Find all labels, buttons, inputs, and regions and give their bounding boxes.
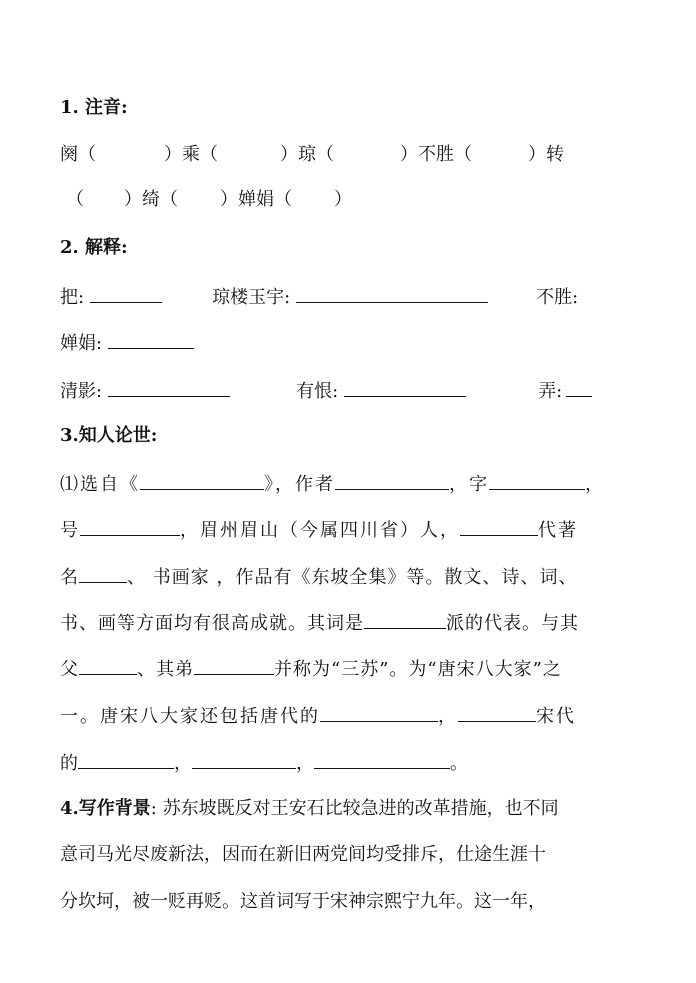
q3-title: 3.知人论世:	[60, 425, 158, 446]
blank-hao[interactable]	[80, 517, 180, 536]
q2-row2: 婵娟:	[60, 330, 194, 356]
blank-dynasty[interactable]	[460, 517, 538, 536]
blank-tang-1[interactable]	[320, 703, 438, 722]
blank-father[interactable]	[79, 656, 137, 675]
q3-line5: 父 、其弟 并称为“三苏”。为“唐宋八大家”之	[60, 656, 562, 682]
blank-tang-2[interactable]	[458, 703, 536, 722]
q3-line2: 号 ，眉州眉山（今属四川省）人， 代著	[60, 517, 578, 543]
q3-line3: 名 、 书画家 ，作品有《东坡全集》等。散文、诗、词、	[60, 564, 577, 590]
q4-line3: 分坎坷，被一贬再贬。这首词写于宋神宗熙宁九年。这一年，	[60, 891, 546, 912]
q3-line1: ⑴选自《 》，作者 ，字 ，	[60, 471, 605, 497]
blank-youhen[interactable]	[344, 378, 466, 397]
q1-title: 1. 注音:	[60, 97, 128, 118]
blank-nong[interactable]	[566, 378, 592, 397]
q1-row2: （ ）绮（ ）婵娟（ ）	[66, 189, 352, 210]
blank-chanjuan[interactable]	[108, 330, 194, 349]
q1-row1: 阕（ ）乘（ ）琼（ ）不胜（ ）转	[60, 144, 564, 165]
blank-source[interactable]	[140, 471, 264, 490]
q4-title: 4.写作背景	[60, 798, 151, 819]
q2-title: 2. 解释:	[60, 237, 128, 258]
blank-qingying[interactable]	[108, 378, 230, 397]
blank-song-2[interactable]	[192, 750, 296, 769]
blank-qionglouyuyu[interactable]	[296, 284, 488, 303]
q2-row1: 把: 琼楼玉宇: 不胜:	[60, 284, 578, 310]
blank-school[interactable]	[364, 610, 446, 629]
blank-ming[interactable]	[79, 564, 127, 583]
blank-song-3[interactable]	[314, 750, 450, 769]
q3-line7: 的 ， ， 。	[60, 750, 468, 776]
q4-line2: 意司马光尽废新法，因而在新旧两党间均受排斥，仕途生涯十	[60, 844, 546, 865]
blank-courtesy[interactable]	[489, 471, 585, 490]
blank-song-1[interactable]	[78, 750, 174, 769]
q4-line1: 4.写作背景: 苏东坡既反对王安石比较急进的改革措施，也不同	[60, 798, 559, 819]
blank-author[interactable]	[335, 471, 449, 490]
blank-brother[interactable]	[194, 656, 274, 675]
q2-row3: 清影: 有恨: 弄:	[60, 378, 592, 404]
q3-line6: 一。唐宋八大家还包括唐代的 ， 宋代	[60, 703, 576, 729]
blank-ba[interactable]	[90, 284, 162, 303]
q3-line4: 书、画等方面均有很高成就。其词是 派的代表。与其	[60, 610, 579, 636]
